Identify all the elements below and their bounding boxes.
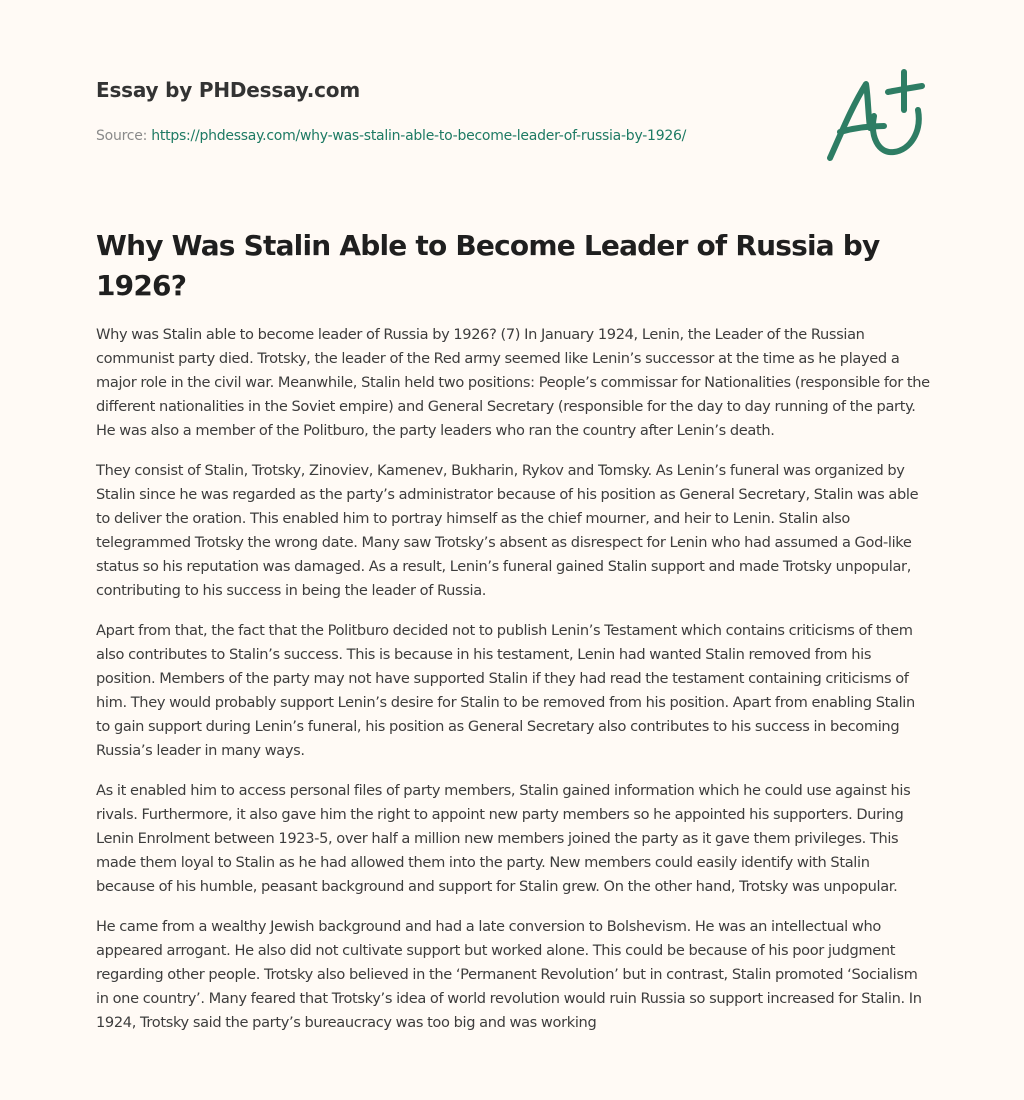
- source-link[interactable]: https://phdessay.com/why-was-stalin-able-to-become-leader-of-russia-by-1926/: [151, 128, 687, 144]
- a-plus-grade-icon: [818, 66, 930, 166]
- essay-paragraph: He came from a wealthy Jewish background and had a late conversion to Bolshevism. He was an intellectual who appeared arrogant. He also did not cultivate support but worked alone. This could be because of his poor judgment regarding other people. Trotsky also believed in the ‘Permanent Revolution’ but in contrast, Stalin promoted ‘Socialism in one country’. Many feared that Trotsky’s idea of world revolution would ruin Russia so support increased for Stalin. In 1924, Trotsky said the party’s bureaucracy was too big and was working: [96, 918, 922, 1031]
- essay-body: [96, 323, 932, 1051]
- source-label: Source:: [96, 128, 152, 144]
- essay-title: Why Was Stalin Able to Become Leader of Russia by 1926?: [96, 229, 880, 302]
- source-line: [96, 126, 796, 146]
- essay-paragraph: They consist of Stalin, Trotsky, Zinoviev, Kamenev, Bukharin, Rykov and Tomsky. As Lenin’s funeral was organized by Stalin since he was regarded as the party’s administrator because of his position as General Secretary, Stalin was able to deliver the oration. This enabled him to portray himself as the chief mourner, and heir to Lenin. Stalin also telegrammed Trotsky the wrong date. Many saw Trotsky’s absent as disrespect for Lenin who had assumed a God-like status so his reputation was damaged. As a result, Lenin’s funeral gained Stalin support and made Trotsky unpopular, contributing to his success in being the leader of Russia.: [96, 462, 919, 599]
- essay-paragraph: As it enabled him to access personal files of party members, Stalin gained information which he could use against his rivals. Furthermore, it also gave him the right to appoint new party members so he appointed his supporters. During Lenin Enrolment between 1923-5, over half a million new members joined the party as it gave them privileges. This made them loyal to Stalin as he had allowed them into the party. New members could easily identify with Stalin because of his humble, peasant background and support for Stalin grew. On the other hand, Trotsky was unpopular.: [96, 782, 911, 895]
- site-header: [96, 76, 796, 146]
- essay-paragraph: Why was Stalin able to become leader of Russia by 1926? (7) In January 1924, Lenin, the Leader of the Russian communist party died. Trotsky, the leader of the Red army seemed like Lenin’s successor at the time as he played a major role in the civil war. Meanwhile, Stalin held two positions: People’s commissar for Nationalities (responsible for the different nationalities in the Soviet empire) and General Secretary (responsible for the day to day running of the party. He was also a member of the Politburo, the party leaders who ran the country after Lenin’s death.: [96, 326, 930, 439]
- essay-paragraph: Apart from that, the fact that the Politburo decided not to publish Lenin’s Testament which contains criticisms of them also contributes to Stalin’s success. This is because in his testament, Lenin had wanted Stalin removed from his position. Members of the party may not have supported Stalin if they had read the testament containing criticisms of him. They would probably support Lenin’s desire for Stalin to be removed from his position. Apart from enabling Stalin to gain support during Lenin’s funeral, his position as General Secretary also contributes to his success in becoming Russia’s leader in many ways.: [96, 622, 915, 759]
- site-title: Essay by PHDessay.com: [96, 78, 360, 102]
